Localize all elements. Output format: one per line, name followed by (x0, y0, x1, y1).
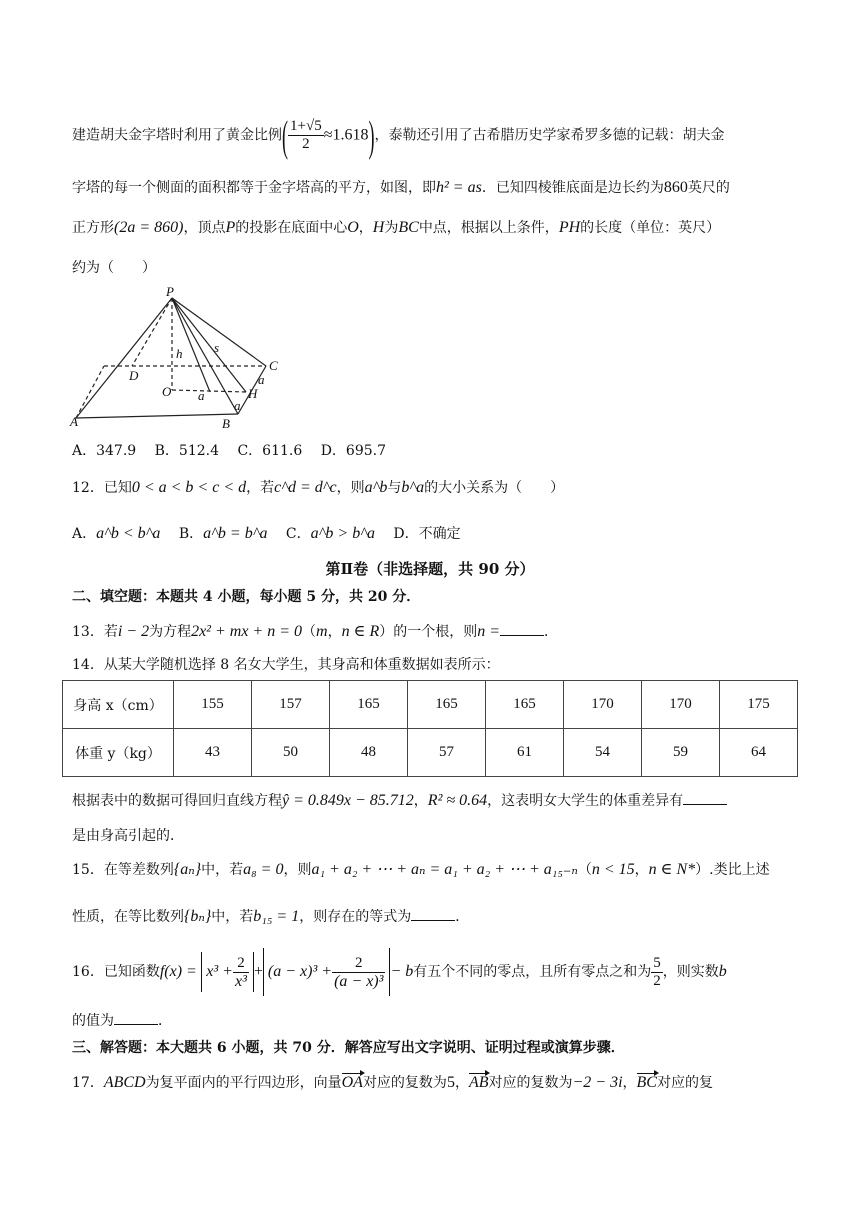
p11-line4: 约为（ ） (72, 260, 156, 276)
table-row (63, 729, 798, 777)
pyramid-figure (62, 284, 292, 430)
height-weight-table (62, 680, 798, 777)
label-B: B (222, 416, 230, 430)
p15-line1: 15．在等差数列{aₙ}中，若a₈ = 0，则a₁ + a₂ + ⋯ + aₙ = a₁ + a₂ + ⋯ + a₁₅₋ₙ（n < 15，n ∈ N*）.类比上述 (72, 861, 770, 878)
golden-ratio-fraction: $\frac{1+√5}{2}$ (290, 118, 322, 152)
label-s: s (214, 340, 220, 355)
table-cell: 50 (252, 729, 330, 777)
table-cell: 43 (174, 729, 252, 777)
p16-line1: 16．已知函数f(x) = x³ + $\frac{2}{\text{x³}}$ + (a − x)³ + $\frac{2}{\text{(a − x)³}}$ − b有五个不同的零点，且所有零点之和为 $\frac{5}{2}$ ，则实数b (72, 948, 727, 996)
table-cell: 157 (252, 681, 330, 729)
table-cell: 165 (408, 681, 486, 729)
p12-stem: 12．已知0 < a < b < c < d，若c^d = d^c，则a^b与b^a的大小关系为（ ） (72, 479, 565, 496)
p16-line2: 的值为 ． (72, 1010, 172, 1031)
p11-line2: 字塔的每一个侧面的面积都等于金字塔高的平方，如图，即h² = as．已知四棱锥底面是边长约为860英尺的 (72, 179, 730, 196)
label-h: h (176, 346, 183, 361)
label-D: D (129, 368, 139, 383)
label-a-base: a (198, 388, 205, 403)
p11-line3: 正方形(2a = 860)，顶点P的投影在底面中心O，H为BC中点，根据以上条件，PH的长度（单位：英尺） (72, 219, 721, 236)
p11-text: 建造胡夫金字塔时利用了黄金比例 (72, 127, 282, 144)
left-paren: ( (282, 111, 288, 160)
p14-stem: 14．从某大学随机选择 8 名女大学生，其身高和体重数据如表所示： (72, 657, 500, 673)
section3-heading: 三、解答题：本大题共 6 小题，共 70 分．解答应写出文字说明、证明过程或演算步骤． (72, 1040, 625, 1056)
part2-title: 第Ⅱ卷（非选择题，共 90 分） (325, 560, 535, 578)
answer-blank (683, 790, 727, 805)
right-paren: ) (368, 111, 375, 160)
abs-term-2: (a − x)³ + $\frac{2}{\text{(a − x)³}}$ (263, 948, 391, 996)
label-P: P (166, 284, 174, 299)
p11-line1 (72, 111, 725, 160)
section2-heading: 二、填空题：本题共 4 小题，每小题 5 分，共 20 分． (72, 589, 421, 605)
table-cell: 165 (486, 681, 564, 729)
p13: 13．若i − 2为方程2x² + mx + n = 0（m，n ∈ R）的一个根，则n = ． (72, 623, 559, 640)
label-A: A (70, 414, 78, 429)
p15-line2: 性质，在等比数列{bₙ}中，若b₁₅ = 1，则存在的等式为 ． (72, 908, 470, 925)
table-cell: 155 (174, 681, 252, 729)
table-cell: 170 (642, 681, 720, 729)
table-cell: 54 (564, 729, 642, 777)
p17-line1: 17．ABCD为复平面内的平行四边形，向量OA对应的复数为5，AB对应的复数为−2 − 3i，BC对应的复 (72, 1074, 713, 1091)
answer-blank (114, 1010, 158, 1025)
table-cell: 64 (720, 729, 798, 777)
math-2a-860: (2a = 860) (114, 219, 184, 236)
vector-AB: AB (468, 1074, 489, 1091)
table-cell: 165 (330, 681, 408, 729)
math-h2-as: h² = as (436, 179, 482, 196)
vector-BC: BC (636, 1074, 657, 1091)
table-cell: 170 (564, 681, 642, 729)
table-row (63, 681, 798, 729)
p12-options: A．a^b < b^a B．a^b = b^a C．a^b > b^a D．不确定 (72, 525, 461, 542)
label-a-side: a (258, 372, 265, 387)
row-header-weight: 体重 y（kg） (63, 729, 174, 777)
label-a-lower: a (234, 398, 241, 413)
p11-options: A．347.9 B．512.4 C．611.6 D．695.7 (72, 443, 387, 459)
label-C: C (269, 358, 278, 373)
table-cell: 57 (408, 729, 486, 777)
label-O: O (162, 384, 172, 399)
answer-blank (500, 621, 544, 636)
p14-after-line1: 根据表中的数据可得回归直线方程ŷ = 0.849x − 85.712，R² ≈ 0.64，这表明女大学生的体重差异有 (72, 790, 727, 811)
table-cell: 175 (720, 681, 798, 729)
abs-term-1: x³ + $\frac{2}{\text{x³}}$ (201, 952, 254, 992)
p14-after-line2: 是由身高引起的． (72, 828, 184, 844)
golden-approx: ≈1.618 (323, 126, 369, 144)
table-cell: 61 (486, 729, 564, 777)
table-cell: 48 (330, 729, 408, 777)
row-header-height: 身高 x（cm） (63, 681, 174, 729)
answer-blank (411, 906, 455, 921)
p11-text: ，泰勒还引用了古希腊历史学家希罗多德的记载：胡夫金 (374, 127, 725, 144)
label-H: H (248, 386, 258, 401)
vector-OA: OA (341, 1074, 363, 1091)
table-cell: 59 (642, 729, 720, 777)
